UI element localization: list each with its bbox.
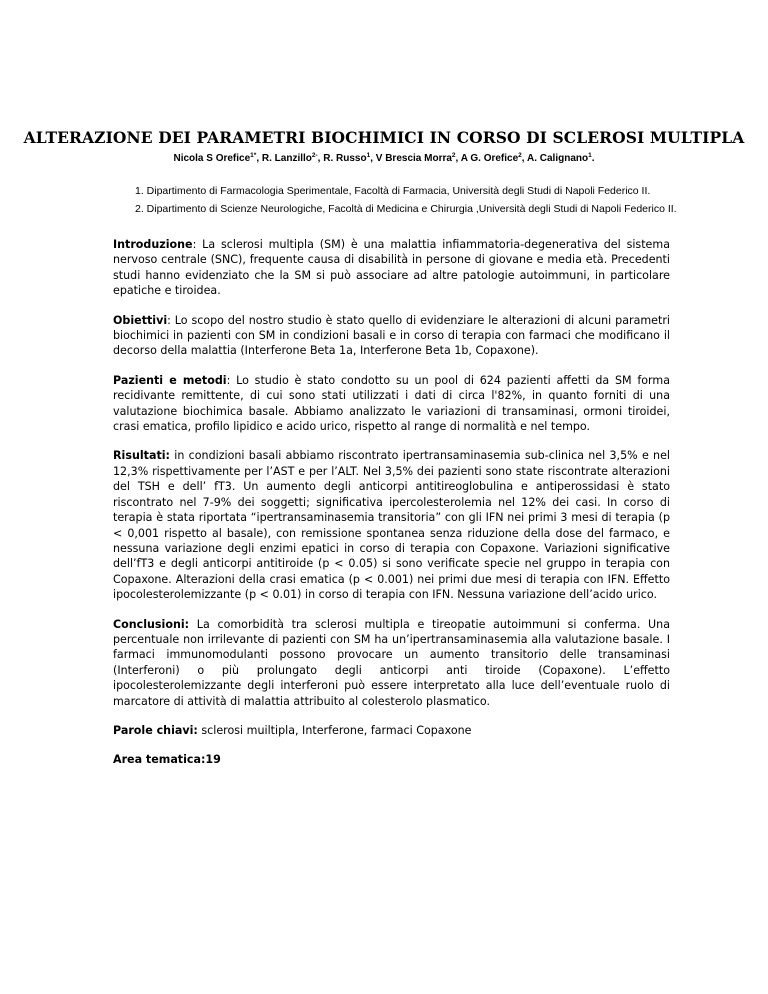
section-heading: Introduzione [113, 238, 193, 251]
section-keywords [113, 723, 670, 738]
section-text: La comorbidità tra sclerosi multipla e tireopatie autoimmuni si conferma. Una percentuale non irrilevante di pazienti con SM ha un’ipertransaminasemia alla valutazione basale. I farmaci immunomodulanti possono provocare un aumento transitorio delle transaminasi (Interferoni) o più prolungato degli anticorpi anti tiroide (Copaxone). L’effetto ipocolesterolemizzante degli interferoni può essere interpretato alla luce dell’eventuale ruolo di marcatore di attività di malattia attribuito al colesterolo plasmatico. [113, 617, 670, 708]
section-heading: Parole chiavi: [113, 723, 198, 737]
abstract-body [113, 237, 670, 782]
author-name: A G. Orefice [460, 153, 519, 164]
paper-title: ALTERAZIONE DEI PARAMETRI BIOCHIMICI IN CORSO DI SCLEROSI MULTIPLA [23, 128, 745, 147]
author-affiliation-mark: 1* [250, 152, 257, 159]
section-text: sclerosi muiltipla, Interferone, farmaci Copaxone [197, 723, 472, 737]
section-text: : Lo scopo del nostro studio è stato quello di evidenziare le alterazioni di alcuni parametri biochimici in pazienti con SM in condizioni basali e in corso di terapia con farmaci che modificano il decorso della malattia (Interferone Beta 1a, Interferone Beta 1b, Copaxone). [113, 313, 670, 358]
author-name: V Brescia Morra [375, 153, 452, 164]
section-text: in condizioni basali abbiamo riscontrato ipertransaminasemia sub-clinica nel 3,5% e nel 12,3% rispettivamente per l’AST e per l’ALT. Nel 3,5% dei pazienti sono state riscontrate alterazioni del TSH e dell’ fT3. Un aumento degli anticorpi antitireoglobulina e antiperossidasi è stato riscontrato nel 7-9% dei soggetti; significativa ipercolesterolemia nel 12% dei casi. In corso di terapia è stata riportata “ipertransaminasemia transitoria” con gli IFN nei primi 3 mesi di terapia (p < 0,001 rispetto al basale), con remissione spontanea senza riduzione della dose del farmaco, e nessuna variazione degli enzimi epatici in corso di terapia con Copaxone. Variazioni significative dell’fT3 e degli anticorpi antitiroide (p < 0.05) si sono verificate specie nel gruppo in terapia con Copaxone. Alterazioni della crasi ematica (p < 0.001) nei primi due mesi di terapia con IFN. Effetto ipocolesterolemizzante (p < 0.01) in corso di terapia con IFN. Nessuna variazione dell’acido urico. [113, 449, 670, 602]
author-affiliation-mark: 1 [366, 152, 371, 159]
author-list: Nicola S Orefice$^{1*}$, R. Lanzillo$^{2-}$, R. Russo$^1$, V Brescia Morra$^2$, A G. Orefice$^2$, A. Calignano$^1$. [173, 152, 595, 164]
author-name: A. Calignano [526, 153, 589, 164]
section-heading: Risultati: [113, 449, 170, 463]
author-name: Nicola S Orefice [173, 153, 251, 164]
author-affiliation-mark: 2 [451, 152, 456, 159]
section-heading: Area tematica:19 [113, 753, 221, 767]
author-name: R. Lanzillo [261, 153, 312, 164]
section-heading: Conclusioni: [113, 617, 190, 631]
section-text: : Lo studio è stato condotto su un pool di 624 pazienti affetti da SM forma recidivante remittente, di cui sono stati utilizzati i dati di circa l'82%, in quanto forniti di una valutazione biochimica basale. Abbiamo analizzato le variazioni di transaminasi, ormoni tiroidei, crasi ematica, profilo lipidico e acido urico, rispetto al range di normalità e nel tempo. [113, 373, 670, 434]
author-name: R. Russo [323, 153, 367, 164]
section-obiettivi [113, 313, 670, 359]
section-conclusioni [113, 617, 670, 709]
section-text: : La sclerosi multipla (SM) è una malattia infiammatoria-degenerativa del sistema nervoso centrale (SNC), frequente causa di disabilità in persone di giovane e media età. Precedenti studi hanno evidenziato che la SM si può associare ad altre patologie autoimmuni, in particolare epatiche e tiroidea. [113, 238, 670, 298]
section-metodi [113, 373, 670, 435]
affiliation-item: 2. Dipartimento di Scienze Neurologiche, Facoltà di Medicina e Chirurgia ,Università degli Studi di Napoli Federico II. [135, 203, 677, 215]
author-affiliation-mark: 2- [311, 152, 318, 159]
section-risultati [113, 448, 670, 602]
section-introduzione [113, 237, 670, 299]
section-area [113, 752, 670, 767]
affiliation-list [135, 182, 755, 218]
affiliation-item: 1. Dipartimento di Farmacologia Sperimentale, Facoltà di Farmacia, Università degli Studi di Napoli Federico II. [135, 185, 651, 197]
section-heading: Pazienti e metodi [113, 373, 227, 387]
author-affiliation-mark: 1 [588, 152, 592, 159]
author-affiliation-mark: 2 [518, 152, 522, 159]
section-heading: Obiettivi [113, 313, 168, 327]
